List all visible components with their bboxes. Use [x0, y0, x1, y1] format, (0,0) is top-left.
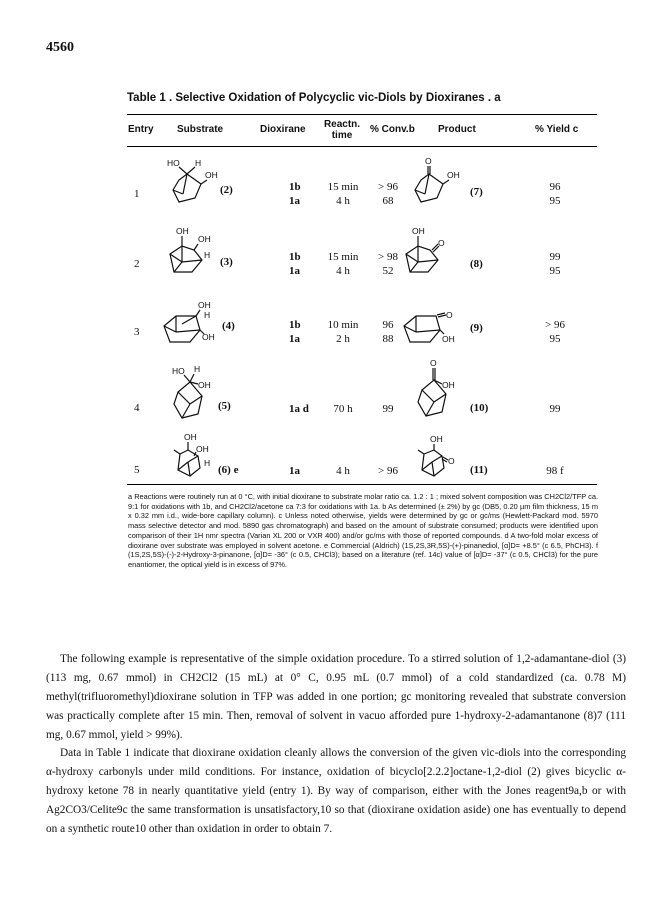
dioxirane-value: 1b — [289, 319, 301, 331]
svg-text:HO: HO — [172, 366, 185, 376]
header-yield: % Yield c — [535, 124, 579, 135]
svg-text:OH: OH — [447, 170, 460, 180]
time-value: 4 h — [336, 265, 350, 277]
substrate-id: (3) — [220, 256, 233, 268]
header-substrate: Substrate — [177, 124, 224, 135]
dioxirane-value: 1b — [289, 251, 301, 263]
substrate-id: (6) e — [218, 464, 239, 476]
dioxirane-value: 1a — [289, 265, 300, 277]
table-row — [0, 158, 672, 218]
dioxirane-cell — [289, 180, 301, 208]
dioxirane-value: 1a — [289, 195, 300, 207]
table-row — [0, 432, 672, 492]
header-product: Product — [438, 124, 476, 135]
conv-value: 68 — [382, 195, 394, 207]
product-structure — [405, 158, 475, 218]
product-id: (10) — [470, 402, 489, 414]
svg-text:OH: OH — [196, 444, 209, 454]
product-id: (7) — [470, 186, 483, 198]
time-value: 15 min — [327, 181, 359, 193]
product-structure — [400, 296, 470, 358]
svg-text:OH: OH — [442, 334, 455, 344]
dioxirane-value: 1a — [289, 333, 300, 345]
conv-value: > 96 — [378, 181, 398, 193]
paragraph-text: Data in Table 1 indicate that dioxirane oxidation cleanly allows the conversion of the given vic-diols into the corresponding α-hydroxy carbonyls under mild conditions. For instance, oxidation of bicyclo[2.2.2]octane-1,2-diol (2) gives bicyclic α-hydroxy ketone 78 in nearly quantitative yield (entry 1). By way of comparison, either with the Jones reagent9a,b or with Ag2CO3/Celite9c the same transformation is unsatisfactory,10 so that (dioxirane oxidation aside) one has eventually to depend on a synthetic route10 other than oxidation in order to obtain 7. — [46, 747, 626, 835]
time-value: 4 h — [336, 195, 350, 207]
svg-text:H: H — [204, 458, 211, 468]
substrate-structure — [170, 364, 230, 430]
table-caption: Table 1 . Selective Oxidation of Polycyclic vic-Diols by Dioxiranes . a — [127, 92, 501, 104]
yield-value: > 96 — [545, 319, 565, 331]
time-value: 15 min — [327, 251, 359, 263]
time-cell — [323, 180, 363, 208]
svg-text:H: H — [204, 250, 211, 260]
svg-text:H: H — [195, 158, 202, 168]
yield-value: 98 f — [546, 465, 564, 477]
entry-number: 3 — [134, 326, 140, 338]
table-row — [0, 358, 672, 424]
svg-text:OH: OH — [205, 170, 218, 180]
svg-text:OH: OH — [176, 226, 189, 236]
svg-text:OH: OH — [184, 432, 197, 442]
conv-value: 52 — [382, 265, 394, 277]
entry-number: 2 — [134, 258, 140, 270]
conv-value: 96 — [382, 319, 394, 331]
header-conv: % Conv.b — [370, 124, 415, 135]
time-cell — [323, 318, 363, 346]
svg-text:H: H — [204, 310, 211, 320]
dioxirane-value: 1a d — [289, 403, 309, 415]
page-number: 4560 — [46, 40, 74, 55]
svg-text:OH: OH — [198, 300, 211, 310]
table-top-rule — [127, 114, 597, 115]
entry-number: 5 — [134, 464, 140, 476]
dioxirane-cell — [289, 318, 301, 346]
svg-text:O: O — [448, 456, 455, 466]
substrate-structure — [160, 296, 230, 358]
dioxirane-value: 1a — [289, 465, 300, 477]
yield-cell — [535, 318, 575, 346]
entry-number: 4 — [134, 402, 140, 414]
dioxirane-cell — [289, 250, 301, 278]
table-bottom-rule — [127, 484, 597, 485]
conv-value: > 96 — [378, 465, 398, 477]
svg-text:OH: OH — [442, 380, 455, 390]
time-value: 10 min — [327, 319, 359, 331]
svg-text:HO: HO — [167, 158, 180, 168]
body-paragraph — [46, 650, 626, 745]
entry-number: 1 — [134, 188, 140, 200]
yield-value: 95 — [549, 195, 561, 207]
svg-text:OH: OH — [202, 332, 215, 342]
header-time-line2: time — [331, 130, 353, 141]
conv-value: 88 — [382, 333, 394, 345]
product-id: (11) — [470, 464, 488, 476]
header-dioxirane: Dioxirane — [260, 124, 306, 135]
yield-value: 99 — [549, 403, 561, 415]
substrate-id: (5) — [218, 400, 231, 412]
table-header-rule — [127, 146, 597, 147]
dioxirane-value: 1b — [289, 181, 301, 193]
substrate-id: (4) — [222, 320, 235, 332]
header-time — [320, 119, 364, 141]
substrate-id: (2) — [220, 184, 233, 196]
svg-text:O: O — [430, 358, 437, 368]
product-id: (8) — [470, 258, 483, 270]
yield-value: 95 — [549, 265, 561, 277]
conv-value: > 98 — [378, 251, 398, 263]
body-paragraph — [46, 744, 626, 839]
header-time-line1: Reactn. — [323, 119, 361, 130]
conv-value: 99 — [382, 403, 394, 415]
time-cell — [323, 250, 363, 278]
yield-value: 96 — [549, 181, 561, 193]
product-structure — [414, 432, 474, 492]
footnote-text: a Reactions were routinely run at 0 °C, with initial dioxirane to substrate molar ratio ca. 1.2 : 1 ; mixed solvent composition was CH2Cl2/TFP ca. 9:1 for oxidations with 1b, and CH2Cl2/acetone ca 7:3 for oxidations with 1a. b As determined (± 2%) by gc (DB5, 0.20 µm film thickness, 15 m x 0.32 mm i.d., wide-bore capillary column). c Unless noted otherwise, yields were determined by gc or gc/ms (Hewlett-Packard mod. 5970 mass selective detector and mod. 5890 gas chromatograph) and based on the amount of substrate consumed; products were identified upon comparison of their 1H nmr spectra (Varian XL 200 or VXR 400) and/or gc/ms with those of reported compounds. d A two-fold molar excess of dioxirane over substrate was employed in solvent acetone. e Commercial (Aldrich) (1S,2S,3R,5S)-(+)-pinanediol, [α]D= +8.5° (c 6.5, PhCH3). f (1S,2S,5S)-(-)-2-Hydroxy-3-pinanone, [α]D= -36° (c 0.5, CHCl3); based on a literature (ref. 14c) value of [α]D= -37° (c 0.5, CHCl3) for the pure enantiomer, the optical yield is in excess of 97%. — [128, 492, 598, 569]
product-structure — [414, 358, 474, 428]
conv-cell — [370, 180, 406, 208]
svg-text:OH: OH — [198, 380, 211, 390]
table-row — [0, 226, 672, 286]
time-value: 4 h — [336, 465, 350, 477]
svg-text:O: O — [425, 156, 432, 166]
svg-text:OH: OH — [412, 226, 425, 236]
time-value: 70 h — [333, 403, 353, 415]
header-entry: Entry — [128, 124, 154, 135]
table-footnotes — [128, 492, 598, 570]
product-structure — [398, 226, 468, 288]
yield-cell — [535, 180, 575, 208]
svg-text:OH: OH — [198, 234, 211, 244]
svg-text:H: H — [194, 364, 201, 374]
table-row — [0, 296, 672, 356]
substrate-structure — [170, 432, 230, 492]
time-value: 2 h — [336, 333, 350, 345]
product-id: (9) — [470, 322, 483, 334]
paragraph-text: The following example is representative of the simple oxidation procedure. To a stirred solution of 1,2-adamantane-diol (3) (113 mg, 0.67 mmol) in CH2Cl2 (15 mL) at 0° C, 0.95 mL (0.7 mmol) of a cold standardized (ca. 0.78 M) methyl(trifluoromethyl)dioxirane solution in TFP was added in one portion; gc monitoring revealed that substrate conversion was practically complete after 15 min. Then, removal of solvent in vacuo afforded pure 1-hydroxy-2-adamantanone (8)7 (111 mg, 0.67 mmol, yield > 99%). — [46, 653, 626, 741]
svg-text:O: O — [446, 310, 453, 320]
svg-text:O: O — [438, 238, 445, 248]
svg-text:OH: OH — [430, 434, 443, 444]
yield-cell — [535, 250, 575, 278]
yield-value: 99 — [549, 251, 561, 263]
yield-value: 95 — [549, 333, 561, 345]
